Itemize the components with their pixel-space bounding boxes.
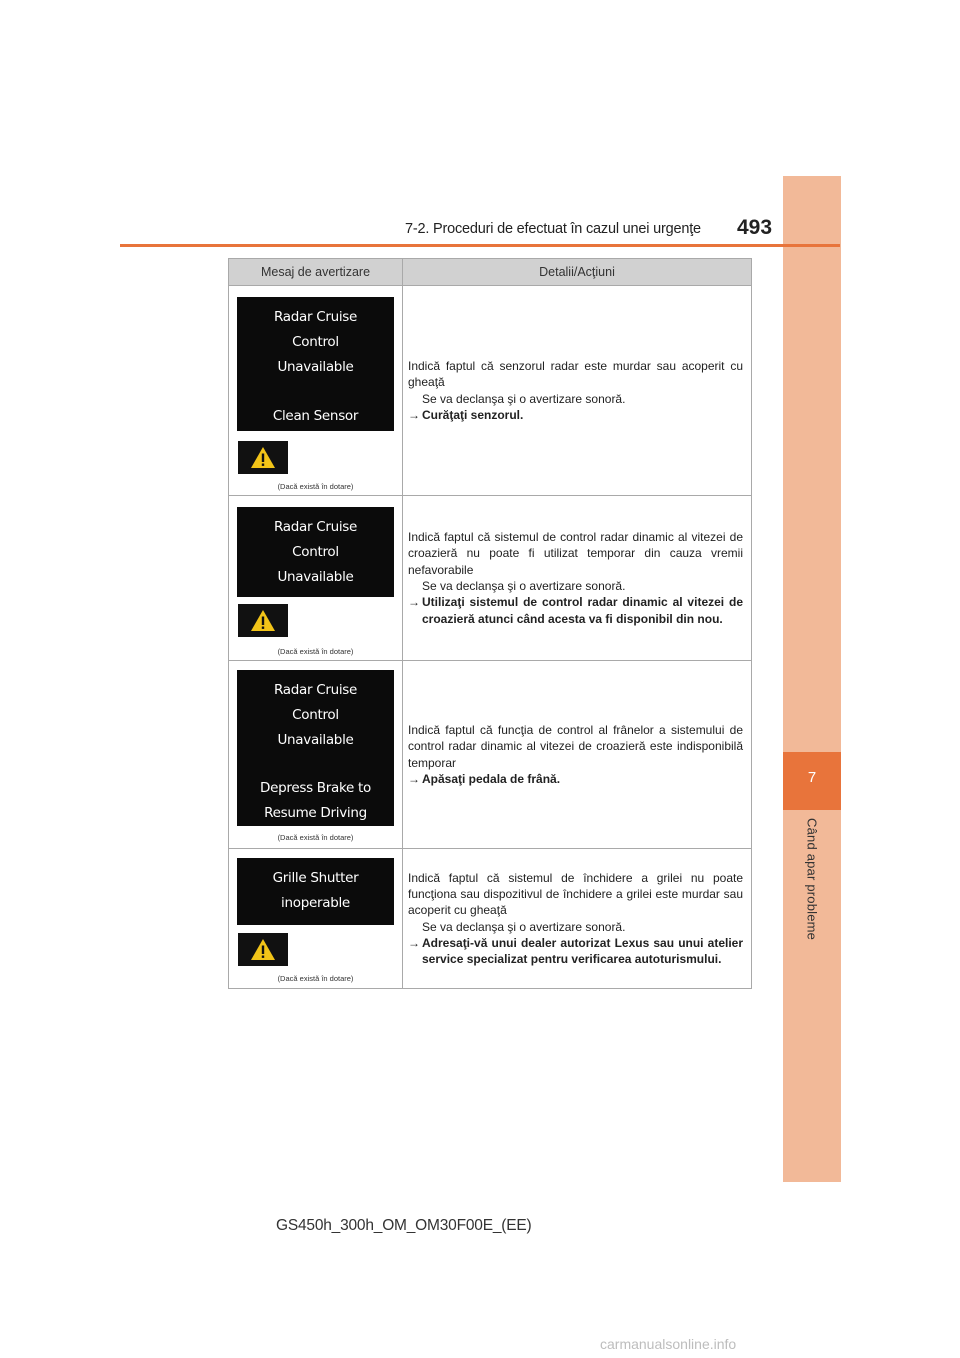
warning-icon	[238, 933, 288, 966]
action-text	[408, 771, 743, 787]
action-label: Adresaţi-vă unui dealer autorizat Lexus sau unui atelier service specializat pentru verificarea autoturismului.	[422, 935, 743, 967]
warning-triangle-icon	[250, 938, 276, 961]
table-row	[229, 849, 751, 989]
warning-triangle-icon	[250, 446, 276, 469]
header-rule	[120, 244, 840, 247]
column-header-details: Detalii/Acţiuni	[539, 265, 615, 279]
equipment-note: (Dacă există în dotare)	[277, 647, 354, 656]
column-header-message: Mesaj de avertizare	[229, 259, 403, 285]
description-text: Indică faptul că senzorul radar este murdar sau acoperit cu gheaţă	[408, 358, 743, 390]
display-screen-image	[237, 507, 394, 597]
table-row	[229, 496, 751, 661]
screen-line: inoperable	[281, 895, 350, 911]
action-text	[408, 407, 743, 423]
equipment-note: (Dacă există în dotare)	[277, 482, 354, 491]
arrow-icon: →	[408, 407, 420, 422]
details-cell	[403, 496, 751, 660]
screen-line: Control	[292, 707, 339, 723]
screen-line: Control	[292, 544, 339, 560]
description-text: Indică faptul că funcţia de control al frânelor a sistemului de control radar dinamic al vitezei de croazieră este indisponibilă temporar	[408, 722, 743, 770]
screen-line: Resume Driving	[264, 805, 367, 821]
display-screen-image	[237, 858, 394, 925]
screen-line: Unavailable	[277, 732, 354, 748]
message-cell	[229, 496, 403, 660]
details-cell	[403, 286, 751, 495]
document-code: GS450h_300h_OM_OM30F00E_(EE)	[276, 1217, 532, 1234]
sound-alert-text: Se va declanşa şi o avertizare sonoră.	[422, 579, 626, 593]
sound-alert-text: Se va declanşa şi o avertizare sonoră.	[422, 391, 626, 406]
chapter-number-tab: 7	[783, 752, 841, 810]
display-screen-image	[237, 297, 394, 431]
page-number: 493	[737, 216, 773, 239]
arrow-icon: →	[408, 771, 420, 786]
description-text: Indică faptul că sistemul de închidere a grilei nu poate funcţiona sau dispozitivul de închidere a grilei este murdar sau acoperit cu gheaţă	[408, 870, 743, 918]
action-text	[408, 935, 743, 968]
chapter-title: Când apar probleme	[804, 818, 820, 941]
message-cell	[229, 286, 403, 495]
details-cell	[403, 849, 751, 988]
warning-icon	[238, 604, 288, 637]
message-cell	[229, 661, 403, 848]
arrow-icon: →	[408, 595, 420, 610]
arrow-icon: →	[408, 935, 420, 950]
display-screen-image	[237, 670, 394, 826]
warning-icon	[238, 441, 288, 474]
sound-alert-text: Se va declanşa şi o avertizare sonoră.	[422, 919, 626, 934]
table-row	[229, 286, 751, 496]
screen-line: Clean Sensor	[272, 408, 359, 424]
action-text	[408, 594, 743, 627]
action-label: Curăţaţi senzorul.	[422, 407, 524, 422]
screen-line: Radar Cruise	[273, 519, 358, 535]
screen-line: Grille Shutter	[272, 870, 359, 886]
chapter-title-tab	[783, 818, 841, 968]
description-text: Indică faptul că sistemul de control radar dinamic al vitezei de croazieră nu poate fi utilizat temporar din cauza vremii nefavorabile	[408, 530, 743, 577]
equipment-note: (Dacă există în dotare)	[277, 974, 354, 983]
screen-line: Radar Cruise	[273, 682, 358, 698]
warning-message-table	[228, 258, 752, 989]
details-cell	[403, 661, 751, 848]
message-cell	[229, 849, 403, 988]
screen-line: Unavailable	[277, 569, 354, 585]
screen-line: Control	[292, 334, 339, 350]
table-header	[229, 259, 751, 286]
screen-line: Depress Brake to	[260, 780, 371, 796]
screen-line: Unavailable	[277, 359, 354, 375]
table-row	[229, 661, 751, 849]
section-title: 7-2. Proceduri de efectuat în cazul unei urgenţe	[405, 221, 701, 237]
watermark: carmanualsonline.info	[600, 1336, 737, 1352]
action-label: Apăsaţi pedala de frână.	[422, 771, 561, 786]
action-label: Utilizaţi sistemul de control radar dinamic al vitezei de croazieră atunci când acesta va fi disponibil din nou.	[422, 595, 743, 626]
chapter-side-band	[783, 176, 841, 1182]
screen-line: Radar Cruise	[273, 309, 358, 325]
warning-triangle-icon	[250, 609, 276, 632]
equipment-note: (Dacă există în dotare)	[277, 833, 354, 842]
